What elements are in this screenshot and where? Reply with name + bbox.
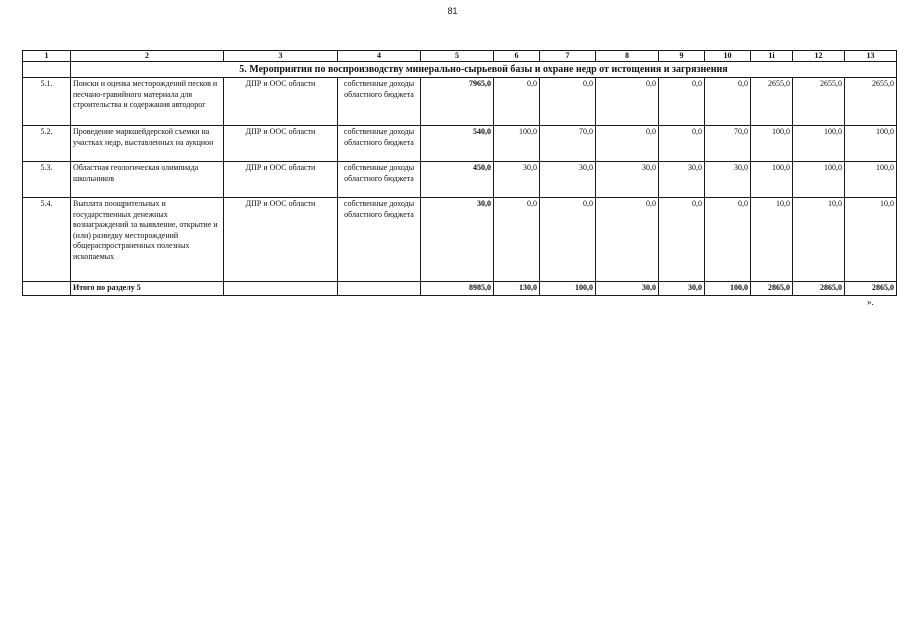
section-title: 5. Мероприятия по воспроизводству минерально-сырьевой базы и охране недр от истощения и загрязнения <box>71 62 897 78</box>
year-value: 2655,0 <box>793 78 845 126</box>
total-value: 30,0 <box>421 198 494 282</box>
column-number-row <box>23 51 897 62</box>
total-value: 30,0 <box>596 282 659 296</box>
row-number: 5.2. <box>23 126 71 162</box>
column-number: 12 <box>793 51 845 62</box>
section-title-row <box>23 62 897 78</box>
total-label: Итого по разделу 5 <box>71 282 224 296</box>
table-row <box>23 78 897 126</box>
empty-cell <box>338 282 421 296</box>
total-value: 30,0 <box>659 282 705 296</box>
column-number: 8 <box>596 51 659 62</box>
total-value: 2865,0 <box>793 282 845 296</box>
year-value: 100,0 <box>845 126 897 162</box>
year-value: 100,0 <box>793 162 845 198</box>
year-value: 0,0 <box>705 198 751 282</box>
total-row <box>23 282 897 296</box>
table-row <box>23 198 897 282</box>
empty-cell <box>23 282 71 296</box>
total-value: 130,0 <box>494 282 540 296</box>
year-value: 0,0 <box>659 78 705 126</box>
column-number: 7 <box>540 51 596 62</box>
year-value: 10,0 <box>751 198 793 282</box>
column-number: 13 <box>845 51 897 62</box>
year-value: 30,0 <box>494 162 540 198</box>
column-number: 10 <box>705 51 751 62</box>
year-value: 100,0 <box>845 162 897 198</box>
executor: ДПР и ООС области <box>224 126 338 162</box>
column-number: 2 <box>71 51 224 62</box>
year-value: 0,0 <box>494 198 540 282</box>
year-value: 10,0 <box>845 198 897 282</box>
year-value: 10,0 <box>793 198 845 282</box>
year-value: 70,0 <box>705 126 751 162</box>
total-value: 2865,0 <box>845 282 897 296</box>
year-value: 0,0 <box>596 78 659 126</box>
column-number: 6 <box>494 51 540 62</box>
budget-table <box>22 50 897 296</box>
year-value: 0,0 <box>596 126 659 162</box>
year-value: 100,0 <box>494 126 540 162</box>
total-value: 8985,0 <box>421 282 494 296</box>
year-value: 2655,0 <box>845 78 897 126</box>
executor: ДПР и ООС области <box>224 162 338 198</box>
year-value: 2655,0 <box>751 78 793 126</box>
total-value: 100,0 <box>705 282 751 296</box>
column-number: 1 <box>23 51 71 62</box>
funding-source: собственные доходы областного бюджета <box>338 198 421 282</box>
year-value: 0,0 <box>705 78 751 126</box>
column-number: 9 <box>659 51 705 62</box>
empty-cell <box>224 282 338 296</box>
row-number: 5.4. <box>23 198 71 282</box>
year-value: 0,0 <box>540 198 596 282</box>
year-value: 100,0 <box>793 126 845 162</box>
executor: ДПР и ООС области <box>224 78 338 126</box>
table-row <box>23 126 897 162</box>
total-value: 540,0 <box>421 126 494 162</box>
total-value: 2865,0 <box>751 282 793 296</box>
row-number: 5.1. <box>23 78 71 126</box>
page-number: 81 <box>447 6 458 16</box>
year-value: 0,0 <box>659 126 705 162</box>
year-value: 30,0 <box>659 162 705 198</box>
column-number: 5 <box>421 51 494 62</box>
total-value: 7965,0 <box>421 78 494 126</box>
empty-cell <box>23 62 71 78</box>
year-value: 0,0 <box>659 198 705 282</box>
year-value: 30,0 <box>540 162 596 198</box>
funding-source: собственные доходы областного бюджета <box>338 78 421 126</box>
column-number: 3 <box>224 51 338 62</box>
funding-source: собственные доходы областного бюджета <box>338 126 421 162</box>
column-number: 1i <box>751 51 793 62</box>
year-value: 0,0 <box>494 78 540 126</box>
year-value: 0,0 <box>596 198 659 282</box>
activity-name: Областная геологическая олимпиада школьников <box>71 162 224 198</box>
year-value: 30,0 <box>705 162 751 198</box>
year-value: 100,0 <box>751 162 793 198</box>
year-value: 70,0 <box>540 126 596 162</box>
column-number: 4 <box>338 51 421 62</box>
activity-name: Проведение маркшейдерской съемки на участках недр, выставленных на аукцион <box>71 126 224 162</box>
table-row <box>23 162 897 198</box>
total-value: 100,0 <box>540 282 596 296</box>
closing-quote-mark: ». <box>867 297 874 307</box>
activity-name: Поиски и оценка месторождений песков и песчано-гравийного материала для строительства и содержания автодорог <box>71 78 224 126</box>
total-value: 450,0 <box>421 162 494 198</box>
funding-source: собственные доходы областного бюджета <box>338 162 421 198</box>
row-number: 5.3. <box>23 162 71 198</box>
executor: ДПР и ООС области <box>224 198 338 282</box>
year-value: 100,0 <box>751 126 793 162</box>
year-value: 30,0 <box>596 162 659 198</box>
activity-name: Выплата поощрительных и государственных денежных вознаграждений за выявление, открытие и (или) разведку месторождений общераспространенных полезных ископаемых <box>71 198 224 282</box>
year-value: 0,0 <box>540 78 596 126</box>
